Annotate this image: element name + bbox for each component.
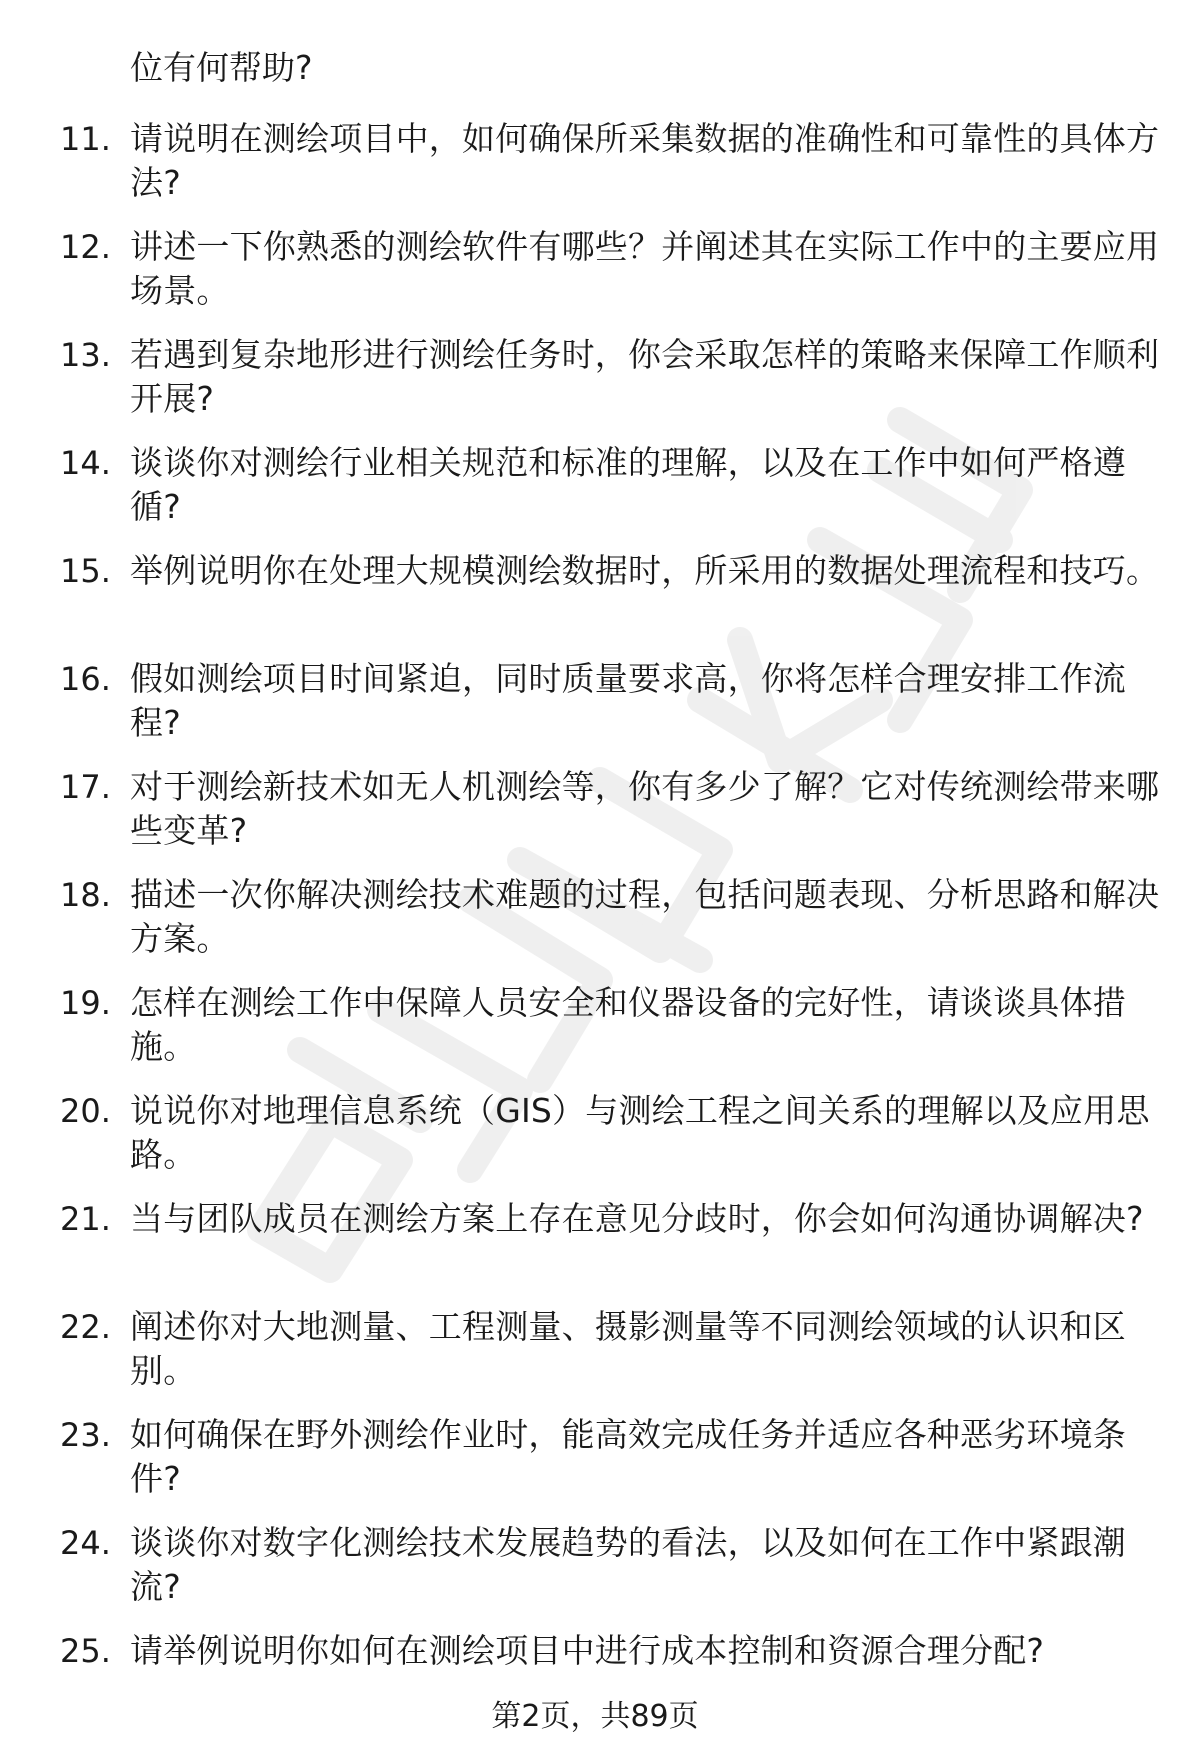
question-number: 18. (60, 876, 111, 914)
list-item (0, 333, 1190, 441)
list-item (0, 765, 1190, 873)
question-list (0, 117, 1190, 1689)
question-number: 24. (60, 1524, 111, 1562)
question-text: 如何确保在野外测绘作业时，能高效完成任务并适应各种恶劣环境条件? (130, 1415, 1126, 1498)
list-item (0, 549, 1190, 657)
question-number: 14. (60, 444, 111, 482)
list-item (0, 1197, 1190, 1305)
question-text: 描述一次你解决测绘技术难题的过程，包括问题表现、分析思路和解决方案。 (130, 875, 1160, 958)
question-number: 25. (60, 1632, 111, 1670)
list-item (0, 873, 1190, 981)
list-item (0, 117, 1190, 225)
list-item (0, 1521, 1190, 1629)
list-item (0, 1305, 1190, 1413)
question-text: 对于测绘新技术如无人机测绘等，你有多少了解？它对传统测绘带来哪些变革? (130, 767, 1160, 850)
list-item (0, 1413, 1190, 1521)
question-number: 12. (60, 228, 111, 266)
question-text: 若遇到复杂地形进行测绘任务时，你会采取怎样的策略来保障工作顺利开展? (130, 335, 1160, 418)
question-number: 21. (60, 1200, 111, 1238)
list-item (0, 657, 1190, 765)
question-text: 谈谈你对测绘行业相关规范和标准的理解，以及在工作中如何严格遵循? (130, 443, 1126, 526)
list-item (0, 981, 1190, 1089)
list-item (0, 441, 1190, 549)
question-text: 说说你对地理信息系统（GIS）与测绘工程之间关系的理解以及应用思路。 (130, 1091, 1150, 1174)
question-number: 19. (60, 984, 111, 1022)
question-text: 阐述你对大地测量、工程测量、摄影测量等不同测绘领域的认识和区别。 (130, 1307, 1126, 1390)
question-number: 20. (60, 1092, 111, 1130)
question-text: 请说明在测绘项目中，如何确保所采集数据的准确性和可靠性的具体方法? (130, 119, 1160, 202)
list-item (0, 1629, 1190, 1689)
question-text: 怎样在测绘工作中保障人员安全和仪器设备的完好性，请谈谈具体措施。 (130, 983, 1126, 1066)
question-number: 15. (60, 552, 111, 590)
question-number: 23. (60, 1416, 111, 1454)
continuation-text: 位有何帮助? (130, 48, 313, 87)
page-footer: 第2页，共89页 (491, 1699, 699, 1734)
question-number: 13. (60, 336, 111, 374)
question-text: 讲述一下你熟悉的测绘软件有哪些？并阐述其在实际工作中的主要应用场景。 (130, 227, 1160, 310)
question-text: 请举例说明你如何在测绘项目中进行成本控制和资源合理分配? (130, 1631, 1045, 1670)
question-text: 当与团队成员在测绘方案上存在意见分歧时，你会如何沟通协调解决? (130, 1199, 1144, 1238)
question-text: 假如测绘项目时间紧迫，同时质量要求高，你将怎样合理安排工作流程? (130, 659, 1126, 742)
question-number: 16. (60, 660, 111, 698)
question-text: 谈谈你对数字化测绘技术发展趋势的看法，以及如何在工作中紧跟潮流? (130, 1523, 1126, 1606)
question-text: 举例说明你在处理大规模测绘数据时，所采用的数据处理流程和技巧。 (130, 551, 1160, 590)
question-number: 17. (60, 768, 111, 806)
list-item (0, 1089, 1190, 1197)
question-number: 22. (60, 1308, 111, 1346)
list-item (0, 225, 1190, 333)
question-number: 11. (60, 120, 111, 158)
